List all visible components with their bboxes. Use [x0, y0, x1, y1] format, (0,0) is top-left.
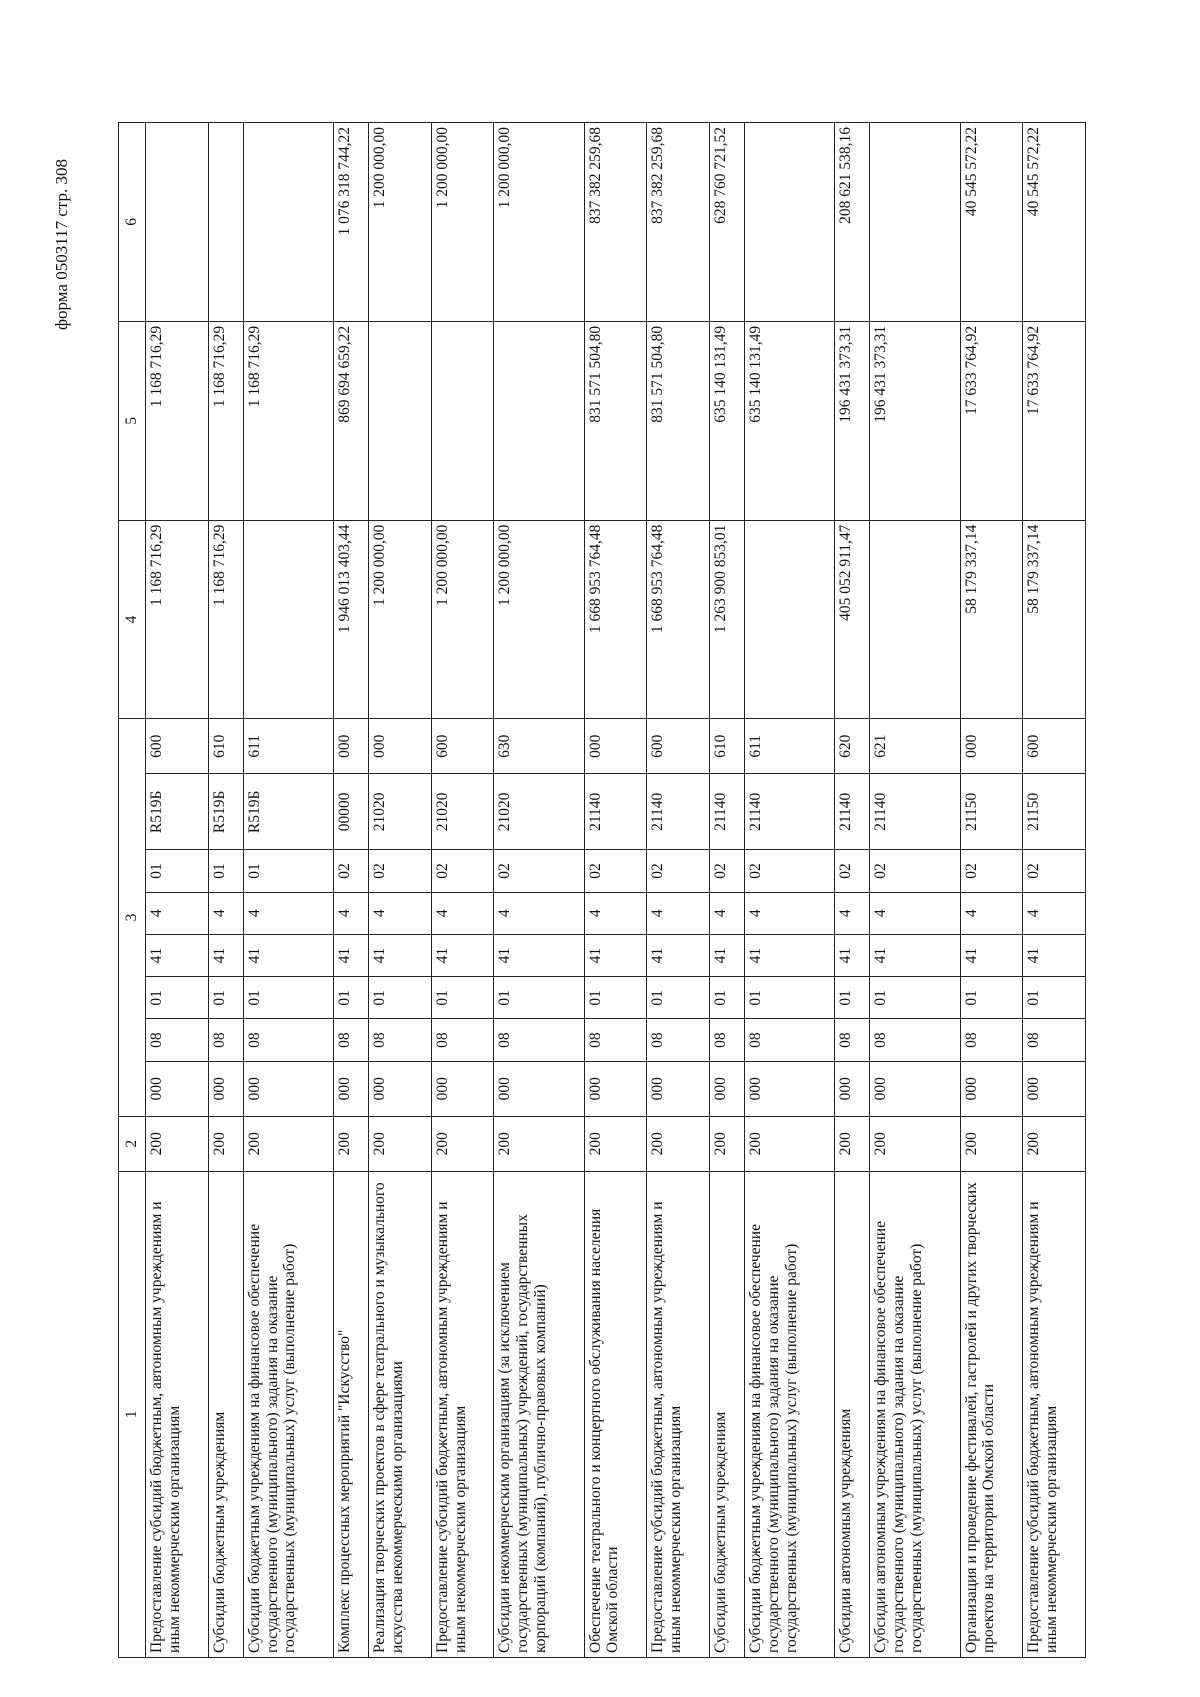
budget-classification-code-cell: 4	[431, 892, 494, 934]
budget-classification-code-cell: 600	[1023, 719, 1086, 774]
table-row	[333, 123, 368, 1658]
budget-classification-code-cell: 4	[208, 892, 243, 934]
budget-classification-code-cell: 01	[369, 977, 432, 1019]
column-number-1: 1	[119, 1171, 146, 1657]
budget-classification-code-cell: 000	[584, 719, 647, 774]
column-number-header-row	[119, 123, 146, 1658]
budget-classification-code-cell: 01	[431, 977, 494, 1019]
executed-amount-cell: 17 633 764,92	[1023, 321, 1086, 520]
budget-classification-code-cell: 610	[208, 719, 243, 774]
unexecuted-amount-cell: 837 382 259,68	[584, 123, 647, 322]
unexecuted-amount-cell: 1 076 318 744,22	[333, 123, 368, 322]
budget-classification-code-cell: 611	[745, 719, 835, 774]
column-number-4: 4	[119, 520, 146, 719]
table-row	[960, 123, 1023, 1658]
budget-classification-code-cell: 000	[431, 1061, 494, 1116]
column-number-6: 6	[119, 123, 146, 322]
approved-amount-cell: 1 200 000,00	[431, 520, 494, 719]
row-name-cell: Субсидии бюджетным учреждениям на финансовое обеспечение государственного (муниципального) задания на оказание государственных (муниципальных) услуг (выполнение работ)	[745, 1171, 835, 1657]
budget-classification-code-cell: 21020	[494, 774, 584, 850]
budget-classification-code-cell: 21150	[1023, 774, 1086, 850]
budget-classification-code-cell: 41	[584, 934, 647, 976]
budget-classification-code-cell: 4	[647, 892, 710, 934]
budget-classification-code-cell: 000	[146, 1061, 209, 1116]
budget-classification-code-cell: 41	[870, 934, 960, 976]
line-code-cell: 200	[243, 1116, 333, 1171]
budget-classification-code-cell: 41	[431, 934, 494, 976]
budget-classification-code-cell: 41	[709, 934, 744, 976]
budget-classification-code-cell: 01	[745, 977, 835, 1019]
unexecuted-amount-cell	[208, 123, 243, 322]
column-number-2: 2	[119, 1116, 146, 1171]
budget-classification-code-cell: 02	[870, 850, 960, 892]
budget-classification-code-cell: 41	[146, 934, 209, 976]
table-row	[584, 123, 647, 1658]
row-name-cell: Предоставление субсидий бюджетным, автономным учреждениям и иным некоммерческим организациям	[1023, 1171, 1086, 1657]
budget-classification-code-cell: 01	[333, 977, 368, 1019]
executed-amount-cell	[494, 321, 584, 520]
column-number-3: 3	[119, 719, 146, 1116]
executed-amount-cell: 1 168 716,29	[243, 321, 333, 520]
budget-classification-code-cell: 000	[960, 719, 1023, 774]
budget-classification-code-cell: 000	[870, 1061, 960, 1116]
budget-classification-code-cell: 08	[745, 1019, 835, 1061]
budget-classification-code-cell: 08	[494, 1019, 584, 1061]
budget-classification-code-cell: 000	[584, 1061, 647, 1116]
row-name-cell: Субсидии автономным учреждениям	[835, 1171, 870, 1657]
unexecuted-amount-cell: 628 760 721,52	[709, 123, 744, 322]
budget-classification-code-cell: 02	[369, 850, 432, 892]
line-code-cell: 200	[333, 1116, 368, 1171]
budget-classification-code-cell: 01	[960, 977, 1023, 1019]
budget-classification-code-cell: 08	[960, 1019, 1023, 1061]
budget-classification-code-cell: 41	[208, 934, 243, 976]
approved-amount-cell: 1 168 716,29	[208, 520, 243, 719]
budget-classification-code-cell: 000	[494, 1061, 584, 1116]
table-row	[494, 123, 584, 1658]
executed-amount-cell: 869 694 659,22	[333, 321, 368, 520]
approved-amount-cell: 405 052 911,47	[835, 520, 870, 719]
budget-classification-code-cell: 4	[1023, 892, 1086, 934]
table-row	[647, 123, 710, 1658]
budget-classification-code-cell: 41	[960, 934, 1023, 976]
budget-classification-code-cell: 02	[1023, 850, 1086, 892]
row-name-cell: Организация и проведение фестивалей, гастролей и других творческих проектов на территории Омской области	[960, 1171, 1023, 1657]
approved-amount-cell	[745, 520, 835, 719]
executed-amount-cell: 831 571 504,80	[584, 321, 647, 520]
budget-classification-code-cell: 4	[709, 892, 744, 934]
budget-classification-code-cell: 4	[745, 892, 835, 934]
line-code-cell: 200	[208, 1116, 243, 1171]
budget-execution-table	[118, 122, 1086, 1658]
approved-amount-cell: 1 668 953 764,48	[647, 520, 710, 719]
row-name-cell: Субсидии бюджетным учреждениям	[208, 1171, 243, 1657]
budget-classification-code-cell: 01	[146, 850, 209, 892]
line-code-cell: 200	[709, 1116, 744, 1171]
table-row	[745, 123, 835, 1658]
approved-amount-cell: 1 200 000,00	[494, 520, 584, 719]
table-row	[369, 123, 432, 1658]
budget-classification-code-cell: 21150	[960, 774, 1023, 850]
approved-amount-cell: 58 179 337,14	[1023, 520, 1086, 719]
executed-amount-cell	[431, 321, 494, 520]
budget-classification-code-cell: 08	[146, 1019, 209, 1061]
line-code-cell: 200	[960, 1116, 1023, 1171]
budget-classification-code-cell: 4	[870, 892, 960, 934]
column-number-5: 5	[119, 321, 146, 520]
approved-amount-cell: 1 946 013 403,44	[333, 520, 368, 719]
budget-classification-code-cell: 4	[369, 892, 432, 934]
budget-classification-code-cell: 21020	[431, 774, 494, 850]
budget-classification-code-cell: 01	[709, 977, 744, 1019]
budget-classification-code-cell: 000	[745, 1061, 835, 1116]
unexecuted-amount-cell	[146, 123, 209, 322]
budget-classification-code-cell: 02	[960, 850, 1023, 892]
budget-classification-code-cell: 41	[745, 934, 835, 976]
unexecuted-amount-cell: 40 545 572,22	[1023, 123, 1086, 322]
budget-classification-code-cell: 630	[494, 719, 584, 774]
budget-classification-code-cell: 611	[243, 719, 333, 774]
table-row	[146, 123, 209, 1658]
budget-classification-code-cell: R519Б	[146, 774, 209, 850]
budget-classification-code-cell: 21140	[584, 774, 647, 850]
executed-amount-cell: 635 140 131,49	[745, 321, 835, 520]
row-name-cell: Предоставление субсидий бюджетным, автономным учреждениям и иным некоммерческим организациям	[146, 1171, 209, 1657]
executed-amount-cell: 1 168 716,29	[146, 321, 209, 520]
line-code-cell: 200	[369, 1116, 432, 1171]
unexecuted-amount-cell: 1 200 000,00	[369, 123, 432, 322]
budget-classification-code-cell: 02	[745, 850, 835, 892]
budget-classification-code-cell: 4	[835, 892, 870, 934]
row-name-cell: Субсидии бюджетным учреждениям	[709, 1171, 744, 1657]
table-row	[243, 123, 333, 1658]
row-name-cell: Субсидии автономным учреждениям на финансовое обеспечение государственного (муниципального) задания на оказание государственных (муниципальных) услуг (выполнение работ)	[870, 1171, 960, 1657]
table-row	[835, 123, 870, 1658]
line-code-cell: 200	[494, 1116, 584, 1171]
budget-classification-code-cell: 41	[835, 934, 870, 976]
budget-classification-code-cell: 600	[647, 719, 710, 774]
budget-classification-code-cell: 610	[709, 719, 744, 774]
row-name-cell: Обеспечение театрального и концертного обслуживания населения Омской области	[584, 1171, 647, 1657]
executed-amount-cell: 196 431 373,31	[870, 321, 960, 520]
budget-classification-code-cell: 21140	[709, 774, 744, 850]
form-page-label: форма 0503117 стр. 308	[52, 159, 71, 330]
budget-classification-code-cell: 00000	[333, 774, 368, 850]
row-name-cell: Субсидии некоммерческим организациям (за исключением государственных (муниципальных) учреждений, государственных корпораций (компаний), публично-правовых компаний)	[494, 1171, 584, 1657]
line-code-cell: 200	[835, 1116, 870, 1171]
budget-classification-code-cell: 01	[835, 977, 870, 1019]
budget-classification-code-cell: 21140	[647, 774, 710, 850]
executed-amount-cell	[369, 321, 432, 520]
table-row	[208, 123, 243, 1658]
unexecuted-amount-cell: 208 621 538,16	[835, 123, 870, 322]
budget-classification-code-cell: R519Б	[208, 774, 243, 850]
line-code-cell: 200	[431, 1116, 494, 1171]
row-name-cell: Предоставление субсидий бюджетным, автономным учреждениям и иным некоммерческим организациям	[431, 1171, 494, 1657]
unexecuted-amount-cell: 1 200 000,00	[494, 123, 584, 322]
line-code-cell: 200	[584, 1116, 647, 1171]
approved-amount-cell	[870, 520, 960, 719]
budget-classification-code-cell: 21140	[745, 774, 835, 850]
budget-classification-code-cell: 000	[960, 1061, 1023, 1116]
budget-classification-code-cell: 02	[835, 850, 870, 892]
budget-classification-code-cell: 08	[243, 1019, 333, 1061]
budget-classification-code-cell: 01	[584, 977, 647, 1019]
row-name-cell: Предоставление субсидий бюджетным, автономным учреждениям и иным некоммерческим организациям	[647, 1171, 710, 1657]
unexecuted-amount-cell: 1 200 000,00	[431, 123, 494, 322]
budget-classification-code-cell: 41	[1023, 934, 1086, 976]
budget-classification-code-cell: 08	[369, 1019, 432, 1061]
line-code-cell: 200	[647, 1116, 710, 1171]
budget-classification-code-cell: 41	[647, 934, 710, 976]
executed-amount-cell: 1 168 716,29	[208, 321, 243, 520]
budget-classification-code-cell: 01	[146, 977, 209, 1019]
table-row	[431, 123, 494, 1658]
budget-classification-code-cell: 4	[243, 892, 333, 934]
approved-amount-cell: 1 200 000,00	[369, 520, 432, 719]
line-code-cell: 200	[1023, 1116, 1086, 1171]
executed-amount-cell: 831 571 504,80	[647, 321, 710, 520]
line-code-cell: 200	[146, 1116, 209, 1171]
budget-classification-code-cell: 41	[243, 934, 333, 976]
budget-classification-code-cell: 01	[494, 977, 584, 1019]
budget-classification-code-cell: 000	[243, 1061, 333, 1116]
table-row	[870, 123, 960, 1658]
budget-classification-code-cell: 21020	[369, 774, 432, 850]
budget-classification-code-cell: 02	[333, 850, 368, 892]
budget-classification-code-cell: R519Б	[243, 774, 333, 850]
row-name-cell: Субсидии бюджетным учреждениям на финансовое обеспечение государственного (муниципального) задания на оказание государственных (муниципальных) услуг (выполнение работ)	[243, 1171, 333, 1657]
budget-classification-code-cell: 600	[431, 719, 494, 774]
budget-classification-code-cell: 01	[208, 977, 243, 1019]
budget-classification-code-cell: 000	[369, 1061, 432, 1116]
budget-classification-code-cell: 02	[584, 850, 647, 892]
budget-classification-code-cell: 02	[647, 850, 710, 892]
budget-classification-code-cell: 4	[333, 892, 368, 934]
budget-classification-code-cell: 01	[870, 977, 960, 1019]
budget-classification-code-cell: 01	[647, 977, 710, 1019]
budget-classification-code-cell: 41	[369, 934, 432, 976]
approved-amount-cell: 1 263 900 853,01	[709, 520, 744, 719]
budget-classification-code-cell: 08	[333, 1019, 368, 1061]
table-row	[709, 123, 744, 1658]
budget-classification-code-cell: 000	[369, 719, 432, 774]
budget-classification-code-cell: 02	[431, 850, 494, 892]
budget-classification-code-cell: 01	[243, 977, 333, 1019]
budget-classification-code-cell: 21140	[835, 774, 870, 850]
budget-classification-code-cell: 02	[709, 850, 744, 892]
unexecuted-amount-cell	[745, 123, 835, 322]
budget-classification-code-cell: 000	[835, 1061, 870, 1116]
budget-classification-code-cell: 000	[1023, 1061, 1086, 1116]
line-code-cell: 200	[745, 1116, 835, 1171]
budget-classification-code-cell: 000	[333, 1061, 368, 1116]
budget-classification-code-cell: 000	[208, 1061, 243, 1116]
unexecuted-amount-cell: 40 545 572,22	[960, 123, 1023, 322]
budget-classification-code-cell: 08	[870, 1019, 960, 1061]
budget-classification-code-cell: 000	[333, 719, 368, 774]
budget-classification-code-cell: 21140	[870, 774, 960, 850]
approved-amount-cell: 1 168 716,29	[146, 520, 209, 719]
unexecuted-amount-cell	[870, 123, 960, 322]
budget-classification-code-cell: 08	[835, 1019, 870, 1061]
budget-classification-code-cell: 08	[431, 1019, 494, 1061]
budget-classification-code-cell: 08	[208, 1019, 243, 1061]
budget-classification-code-cell: 01	[1023, 977, 1086, 1019]
budget-classification-code-cell: 000	[709, 1061, 744, 1116]
budget-classification-code-cell: 01	[208, 850, 243, 892]
budget-classification-code-cell: 08	[1023, 1019, 1086, 1061]
unexecuted-amount-cell: 837 382 259,68	[647, 123, 710, 322]
budget-classification-code-cell: 621	[870, 719, 960, 774]
budget-classification-code-cell: 41	[333, 934, 368, 976]
budget-classification-code-cell: 000	[647, 1061, 710, 1116]
budget-classification-code-cell: 02	[494, 850, 584, 892]
budget-classification-code-cell: 4	[960, 892, 1023, 934]
row-name-cell: Комплекс процессных мероприятий "Искусство"	[333, 1171, 368, 1657]
approved-amount-cell	[243, 520, 333, 719]
executed-amount-cell: 196 431 373,31	[835, 321, 870, 520]
budget-classification-code-cell: 4	[146, 892, 209, 934]
budget-classification-code-cell: 08	[584, 1019, 647, 1061]
approved-amount-cell: 1 668 953 764,48	[584, 520, 647, 719]
table-row	[1023, 123, 1086, 1658]
budget-classification-code-cell: 01	[243, 850, 333, 892]
budget-classification-code-cell: 08	[709, 1019, 744, 1061]
budget-classification-code-cell: 600	[146, 719, 209, 774]
executed-amount-cell: 635 140 131,49	[709, 321, 744, 520]
budget-classification-code-cell: 41	[494, 934, 584, 976]
line-code-cell: 200	[870, 1116, 960, 1171]
budget-classification-code-cell: 4	[584, 892, 647, 934]
budget-classification-code-cell: 620	[835, 719, 870, 774]
approved-amount-cell: 58 179 337,14	[960, 520, 1023, 719]
executed-amount-cell: 17 633 764,92	[960, 321, 1023, 520]
unexecuted-amount-cell	[243, 123, 333, 322]
row-name-cell: Реализация творческих проектов в сфере театрального и музыкального искусства некоммерческими организациями	[369, 1171, 432, 1657]
budget-classification-code-cell: 4	[494, 892, 584, 934]
budget-classification-code-cell: 08	[647, 1019, 710, 1061]
